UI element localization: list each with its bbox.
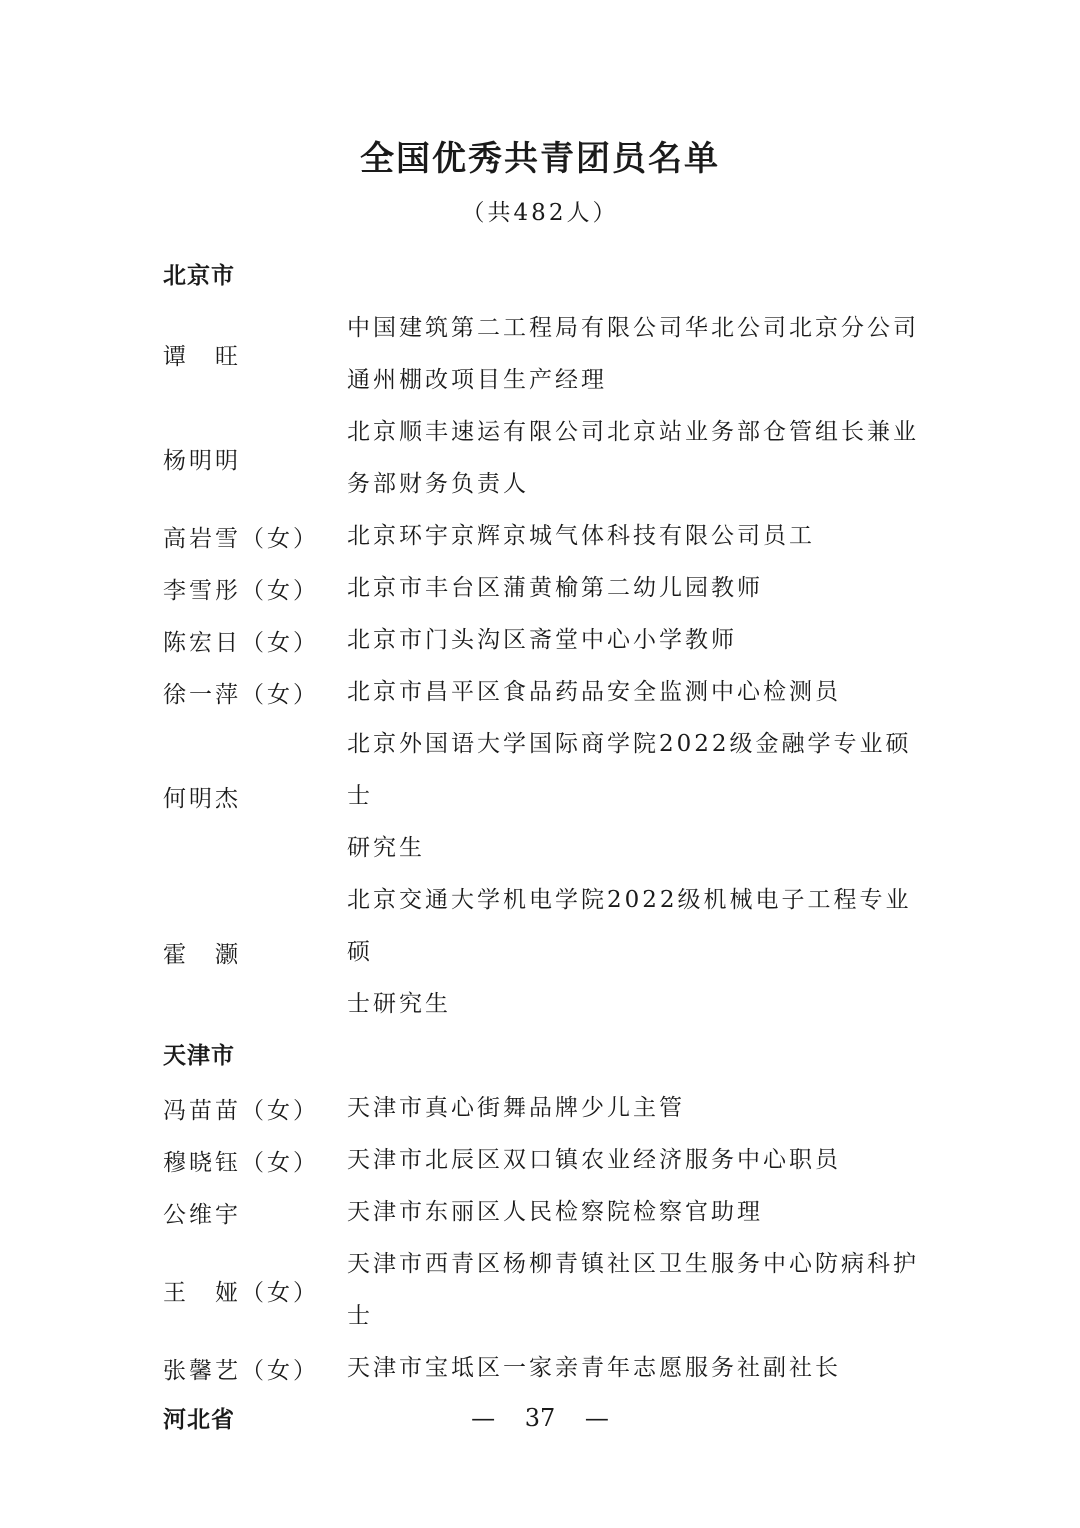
section-heading-beijing: 北京市 [163, 263, 235, 289]
list-item [163, 666, 923, 718]
honoree-name: 高岩雪（女） [163, 525, 319, 552]
document-subtitle: （共482人） [461, 200, 619, 226]
honoree-name: 谭 旺 [163, 343, 241, 370]
honoree-affiliation: 北京市昌平区食品药品安全监测中心检测员 [347, 679, 841, 705]
honoree-name: 穆晓钰（女） [163, 1149, 319, 1176]
section-heading-tianjin: 天津市 [163, 1043, 235, 1069]
honoree-name: 何明杰 [163, 785, 241, 812]
honoree-affiliation: 天津市西青区杨柳青镇社区卫生服务中心防病科护 士 [347, 1251, 919, 1329]
honoree-affiliation: 北京交通大学机电学院2022级机械电子工程专业硕 士研究生 [347, 887, 912, 1017]
list-item [163, 1186, 923, 1238]
honoree-affiliation: 北京市丰台区蒲黄榆第二幼儿园教师 [347, 575, 763, 601]
list-item [163, 510, 923, 562]
page-dash-left: — [471, 1404, 496, 1432]
honoree-affiliation: 中国建筑第二工程局有限公司华北公司北京分公司 通州棚改项目生产经理 [347, 315, 919, 393]
honoree-affiliation: 天津市真心街舞品牌少儿主管 [347, 1095, 685, 1121]
honoree-affiliation: 北京顺丰速运有限公司北京站业务部仓管组长兼业 务部财务负责人 [347, 419, 919, 497]
list-item [163, 874, 923, 1030]
list-item [163, 302, 923, 406]
list-item [163, 1238, 923, 1342]
honoree-name: 李雪彤（女） [163, 577, 319, 604]
list-item [163, 1134, 923, 1186]
honoree-name: 徐一萍（女） [163, 681, 319, 708]
honoree-name: 张馨艺（女） [163, 1357, 319, 1384]
list-item [163, 406, 923, 510]
honoree-affiliation: 天津市东丽区人民检察院检察官助理 [347, 1199, 763, 1225]
honoree-affiliation: 北京外国语大学国际商学院2022级金融学专业硕士 研究生 [347, 731, 912, 861]
honoree-name: 霍 灏 [163, 941, 241, 968]
honoree-affiliation: 天津市宝坻区一家亲青年志愿服务社副社长 [347, 1355, 841, 1381]
page-footer [0, 1400, 1080, 1436]
honoree-name: 公维宇 [163, 1201, 241, 1228]
list-item [163, 614, 923, 666]
honoree-list [163, 250, 923, 1446]
page-number: 37 [524, 1404, 556, 1432]
honoree-affiliation: 北京市门头沟区斋堂中心小学教师 [347, 627, 737, 653]
page-dash-right: — [584, 1404, 609, 1432]
list-item [163, 1342, 923, 1394]
honoree-name: 杨明明 [163, 447, 241, 474]
section-heading-hebei: 河北省 [163, 1407, 235, 1433]
honoree-name: 冯苗苗（女） [163, 1097, 319, 1124]
honoree-affiliation: 北京环宇京辉京城气体科技有限公司员工 [347, 523, 815, 549]
list-item [163, 718, 923, 874]
document-title: 全国优秀共青团员名单 [360, 139, 720, 179]
list-item [163, 562, 923, 614]
honoree-name: 陈宏日（女） [163, 629, 319, 656]
honoree-affiliation: 天津市北辰区双口镇农业经济服务中心职员 [347, 1147, 841, 1173]
honoree-name: 王 娅（女） [163, 1279, 319, 1306]
list-item [163, 1082, 923, 1134]
